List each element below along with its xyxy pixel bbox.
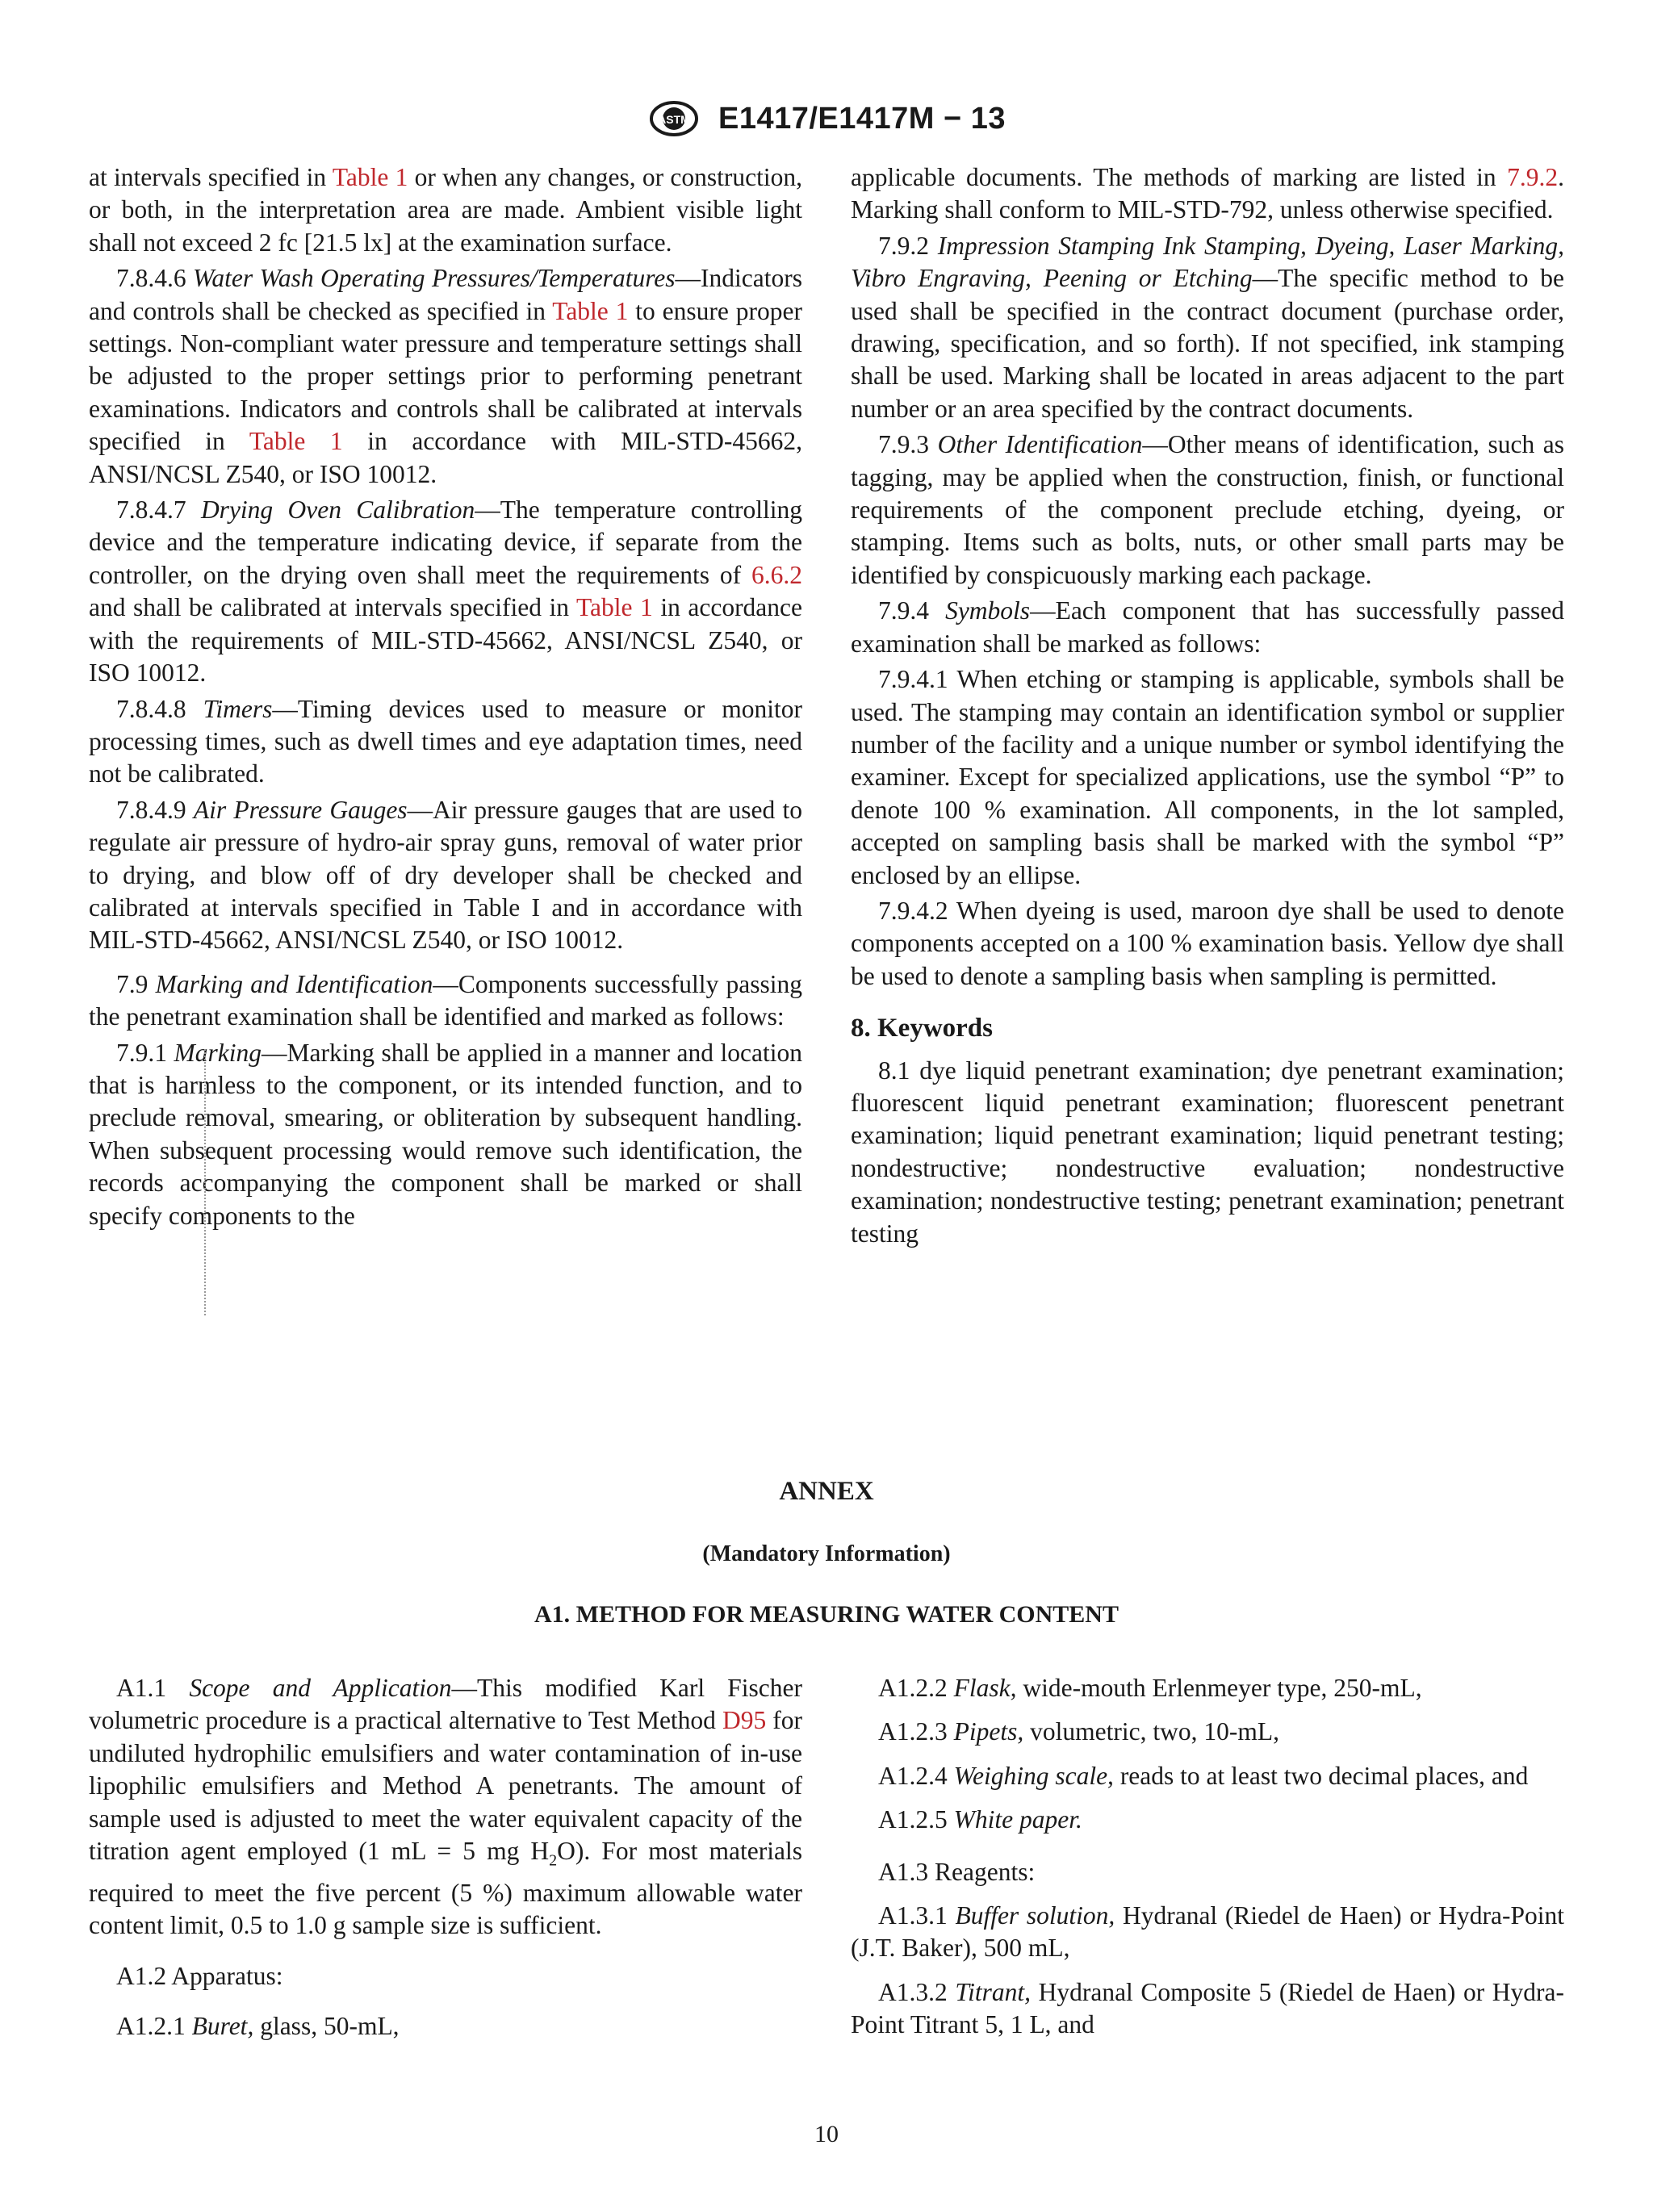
svg-text:ASTM: ASTM [658, 113, 690, 126]
paragraph: A1.3.2 Titrant, Hydranal Composite 5 (Riedel de Haen) or Hydra-Point Titrant 5, 1 L, and [851, 1977, 1564, 2039]
astm-logo-icon [647, 92, 701, 145]
paragraph: A1.3.1 Buffer solution, Hydranal (Riedel de Haen) or Hydra-Point (J.T. Baker), 500 mL, [851, 1901, 1565, 1963]
annex-left-column [89, 1672, 802, 2054]
paragraph: 7.8.4.6 Water Wash Operating Pressures/Temperatures—Indicators and controls shall be checked as specified in Table 1 to ensure proper settings. Non-compliant water pressure and temperature settings shall be adjusted to the proper settings prior to performing penetrant examinations. Indicators and controls shall be calibrated at intervals specified in Table 1 in accordance with MIL-STD-45662, ANSI/NCSL Z540, or ISO 10012. [89, 264, 802, 488]
paragraph: A1.2.5 White paper. [878, 1805, 1082, 1834]
paragraph: A1.1 Scope and Application—This modified Karl Fischer volumetric procedure is a practical alternative to Test Method D95 for undiluted hydrophilic emulsifiers and water contamination of in-use lipophilic emulsifiers and Method A penetrants. The amount of sample used is adjusted to meet the water equivalent capacity of the titration agent employed (1 mL = 5 mg $H_2O$). For most materials required to meet the five percent (5 %) maximum allowable water content limit, 0.5 to 1.0 g sample size is sufficient. [89, 1674, 803, 1940]
standard-link[interactable]: D95 [722, 1706, 767, 1735]
paragraph: 7.9.3 Other Identification—Other means of identification, such as tagging, may be applied when the construction, finish, or functional requirements of the component preclude etching, dyeing, or stamping. Items such as bolts, nuts, or other small parts may be identified by conspicuously marking each package. [851, 430, 1565, 589]
table-link[interactable]: Table 1 [552, 296, 629, 325]
revision-bar [204, 1049, 206, 1315]
paragraph: 7.9.1 Marking—Marking shall be applied in a manner and location that is harmless to the component, or its intended function, and to preclude removal, smearing, or obliteration by subsequent handling. When subsequent processing would remove such identification, the records accompanying the component shall be marked or shall specify components to the [89, 1038, 803, 1230]
page-number: 10 [814, 2121, 839, 2147]
paragraph: 7.9 Marking and Identification—Components successfully passing the penetrant examination shall be identified and marked as follows: [89, 969, 803, 1031]
table-link[interactable]: Table 1 [332, 163, 408, 191]
paragraph: 7.9.4 Symbols—Each component that has successfully passed examination shall be marked as follows: [851, 596, 1565, 658]
table-link[interactable]: Table 1 [249, 427, 343, 456]
paragraph: 7.9.4.2 When dyeing is used, maroon dye shall be used to denote components accepted on a 100 % examination basis. Yellow dye shall be used to denote a sampling basis when sampling is permitted. [851, 896, 1564, 990]
annex-heading: A1. METHOD FOR MEASURING WATER CONTENT [534, 1601, 1119, 1628]
paragraph: 7.8.4.7 Drying Oven Calibration—The temperature controlling device and the temperature indicating device, if separate from the controller, on the drying oven shall meet the requirements of 6.6.2 and shall be calibrated at intervals specified in Table 1 in accordance with the requirements of MIL-STD-45662, ANSI/NCSL Z540, or ISO 10012. [89, 496, 802, 688]
table-link[interactable]: Table 1 [576, 593, 653, 622]
paragraph: at intervals specified in Table 1 or when any changes, or construction, or both, in the interpretation area are made. Ambient visible light shall not exceed 2 fc [21.5 lx] at the examination surface. [89, 163, 802, 257]
paragraph: A1.3 Reagents: [878, 1857, 1036, 1886]
annex-title: ANNEX [779, 1477, 874, 1506]
paragraph: 7.9.4.1 When etching or stamping is applicable, symbols shall be used. The stamping may contain an identification symbol or supplier number of the facility and a unique number or symbol identifying the examiner. Except for specialized applications, use the symbol “P” to denote 100 % examination. All components, in the lot sampled, accepted on sampling basis shall be marked with the symbol “P” enclosed by an ellipse. [851, 665, 1564, 889]
paragraph: 7.9.2 Impression Stamping Ink Stamping, Dyeing, Laser Marking, Vibro Engraving, Peening or Etching—The specific method to be used shall be specified in the contract document (purchase order, drawing, specification, and so forth). If not specified, ink stamping shall be used. Marking shall be located in areas adjacent to the part number or an area specified by the contract documents. [851, 231, 1565, 423]
paragraph: 7.8.4.8 Timers—Timing devices used to measure or monitor processing times, such as dwell times and eye adaptation times, need not be calibrated. [89, 694, 803, 788]
paragraph: A1.2.2 Flask, wide-mouth Erlenmeyer type, 250-mL, [878, 1674, 1422, 1702]
paragraph: 8.1 dye liquid penetrant examination; dye penetrant examination; fluorescent liquid penetrant examination; fluorescent penetrant examination; liquid penetrant examination; liquid penetrant testing; nondestructive; nondestructive evaluation; nondestructive examination; nondestructive testing; penetrant examination; penetrant testing [851, 1056, 1564, 1248]
document-id: E1417/E1417M − 13 [718, 101, 1006, 136]
paragraph: 7.8.4.9 Air Pressure Gauges—Air pressure gauges that are used to regulate air pressure of hydro-air spray guns, removal of water prior to drying, and blow off of dry developer shall be checked and calibrated at intervals specified in Table I and in accordance with MIL-STD-45662, ANSI/NCSL Z540, or ISO 10012. [89, 795, 802, 955]
section-link[interactable]: 7.9.2 [1507, 163, 1559, 191]
page-header [0, 90, 1653, 147]
annex-subtitle: (Mandatory Information) [702, 1541, 951, 1566]
paragraph: A1.2.4 Weighing scale, reads to at least two decimal places, and [878, 1761, 1529, 1790]
paragraph: A1.2.3 Pipets, volumetric, two, 10-mL, [878, 1717, 1279, 1746]
left-column [89, 161, 802, 1236]
annex-right-column [851, 1672, 1564, 2053]
section-link[interactable]: 6.6.2 [751, 560, 802, 589]
right-column [851, 161, 1564, 1253]
paragraph: A1.2.1 Buret, glass, 50-mL, [116, 2011, 400, 2040]
keywords-heading: 8. Keywords [851, 1014, 993, 1043]
paragraph: applicable documents. The methods of marking are listed in 7.9.2. Marking shall conform to MIL-STD-792, unless otherwise specified. [851, 163, 1564, 224]
paragraph: A1.2 Apparatus: [116, 1961, 283, 1990]
